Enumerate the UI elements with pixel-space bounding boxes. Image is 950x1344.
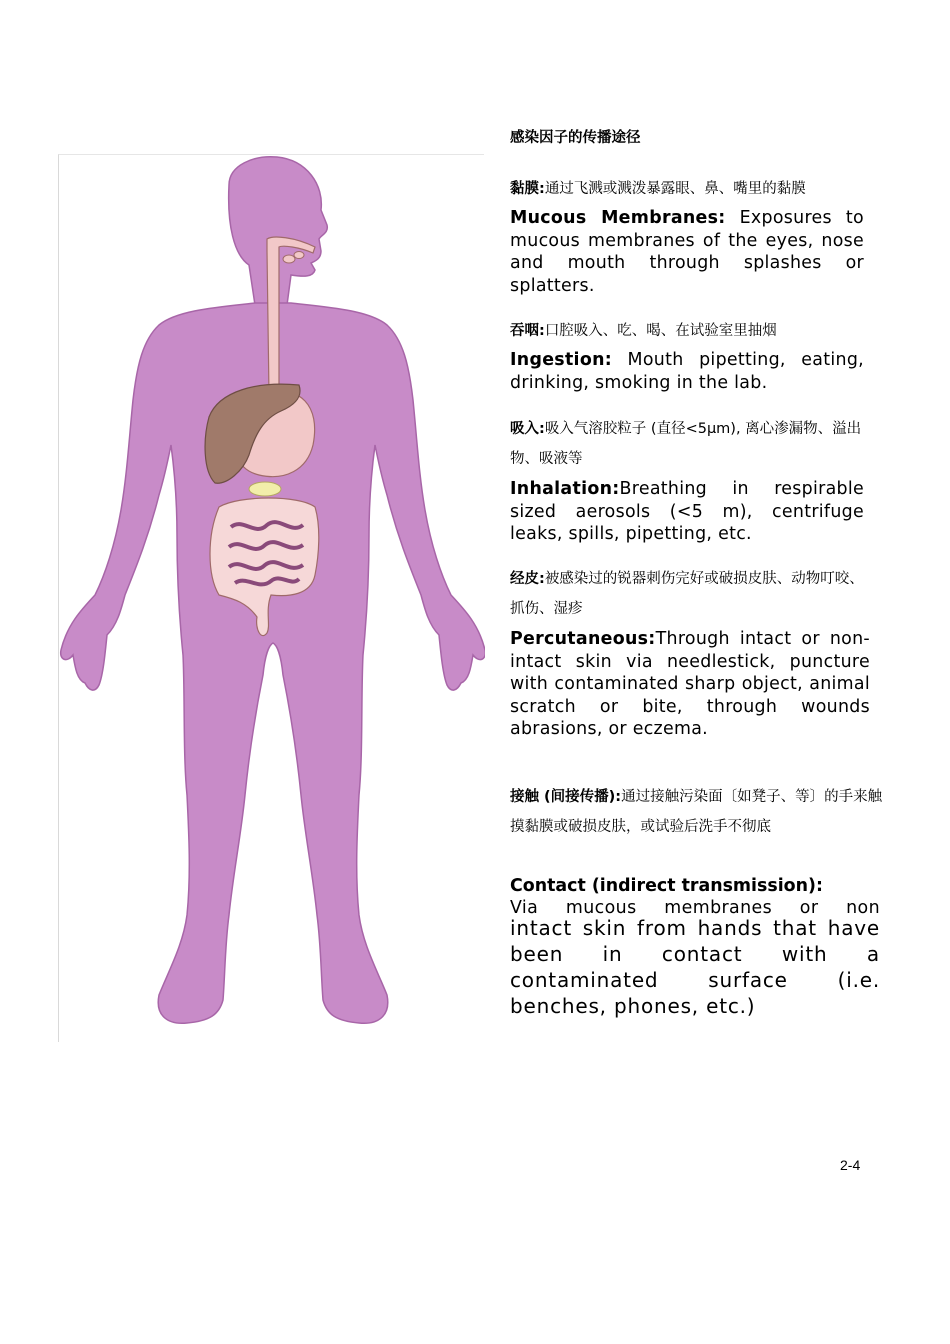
ingestion-en-label: Ingestion:: [510, 350, 613, 370]
mucous-en-text: Exposures to mucous membranes of the eyes, nose and mouth through splashes or splatters.: [510, 208, 864, 296]
inhalation-zh: [510, 414, 885, 474]
contact-zh-label: 接触 (间接传播):: [510, 789, 622, 805]
contact-en-label: Contact (indirect transmission):: [510, 876, 823, 896]
contact-en-body: [510, 915, 880, 1019]
contact-en-line4: , etc.): [691, 994, 756, 1018]
gallbladder: [249, 482, 281, 496]
ingestion-en: [510, 349, 864, 394]
ingestion-zh: [510, 316, 864, 346]
percutaneous-zh: [510, 564, 878, 624]
contact-zh-text: 通过接触污染面〔如凳子、等〕的手来触摸黏膜或破损皮肤，或试验后洗手不彻底: [510, 789, 883, 835]
percutaneous-en-label: Percutaneous:: [510, 629, 656, 649]
inhalation-zh-label: 吸入:: [510, 421, 545, 437]
ingestion-zh-label: 吞咽:: [510, 323, 545, 339]
contact-zh: [510, 782, 885, 842]
percutaneous-en-text: Through intact or non-intact skin via needlestick, puncture with contaminated sharp object, animal scratch or bite, through wounds abrasions, or eczema.: [510, 629, 870, 739]
human-body-figure: [58, 154, 484, 1042]
mucous-zh-label: 黏膜:: [510, 181, 545, 197]
inhalation-zh-text: 吸入气溶胶粒子 (直径<5μm), 离心渗漏物、溢出物、吸液等: [510, 421, 862, 467]
contact-en-line3: from hands that have been in contact with a contaminated surface (i.e. benches, phones: [510, 916, 881, 1018]
page-number: 2-4: [840, 1157, 861, 1173]
mucous-en-label: Mucous Membranes:: [510, 208, 726, 228]
percutaneous-zh-label: 经皮:: [510, 571, 545, 587]
mucous-en: [510, 207, 864, 297]
inhalation-en-label: Inhalation:: [510, 479, 620, 499]
mucous-zh-text: 通过飞溅或溅泼暴露眼、鼻、嘴里的黏膜: [544, 181, 806, 197]
ingestion-en-text: Mouth pipetting, eating, drinking, smoking in the lab.: [510, 350, 864, 393]
human-body-illustration: [59, 155, 485, 1043]
inhalation-en-text: Breathing in respirable sized aerosols (<5 m), centrifuge leaks, spills, pipetting, etc.: [510, 479, 864, 544]
percutaneous-zh-text: 被感染过的锐器刺伤完好或破损皮肤、动物叮咬、抓伤、湿疹: [510, 571, 864, 617]
percutaneous-en: [510, 628, 870, 741]
contact-en: [510, 875, 880, 1019]
mucous-zh: [510, 174, 864, 204]
contact-en-line2: intact skin: [510, 916, 627, 940]
ingestion-zh-text: 口腔吸入、吃、喝、在试验室里抽烟: [544, 323, 777, 339]
contact-en-line1: Via mucous membranes or non: [510, 898, 880, 918]
page-title: 感染因子的传播途径: [510, 130, 641, 146]
inhalation-en: [510, 478, 864, 546]
